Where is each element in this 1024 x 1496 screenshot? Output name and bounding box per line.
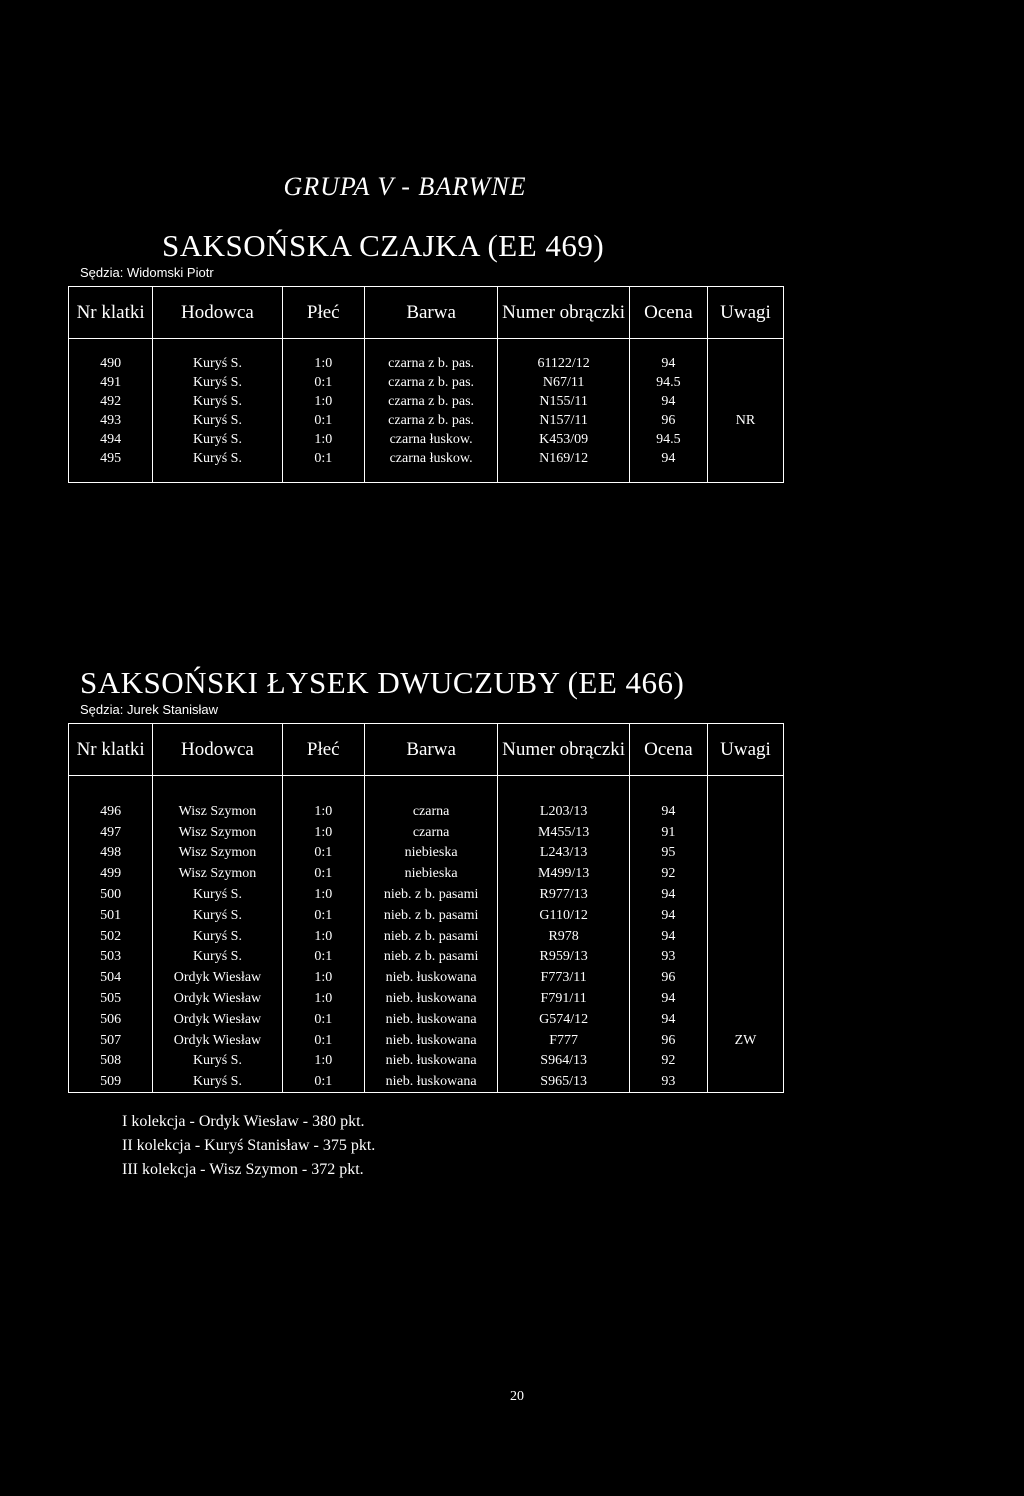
color-cell: nieb. łuskowana	[364, 1009, 498, 1030]
collection-result: III kolekcja - Wisz Szymon - 372 pkt.	[122, 1161, 364, 1178]
sex-cell: 1:0	[282, 1051, 364, 1072]
score-cell: 94	[629, 989, 707, 1010]
color-cell: nieb. z b. pasami	[364, 905, 498, 926]
breeder-cell: Wisz Szymon	[153, 802, 282, 823]
score-cell: 91	[629, 822, 707, 843]
color-cell: niebieska	[364, 843, 498, 864]
cage-number-cell: 497	[69, 822, 153, 843]
spacer-cell	[364, 339, 498, 355]
remarks-cell	[707, 885, 783, 906]
section-2-table	[68, 723, 784, 1093]
section-2-title: SAKSOŃSKI ŁYSEK DWUCZUBY (EE 466)	[80, 665, 685, 700]
remarks-cell	[707, 926, 783, 947]
ring-number-cell: F791/11	[498, 989, 629, 1010]
cage-number-cell: 490	[69, 355, 153, 374]
ring-number-cell: R978	[498, 926, 629, 947]
spacer-cell	[69, 776, 153, 802]
ring-number-cell: G110/12	[498, 905, 629, 926]
remarks-cell	[707, 822, 783, 843]
score-cell: 93	[629, 947, 707, 968]
section-1-title: SAKSOŃSKA CZAJKA (EE 469)	[162, 228, 605, 263]
score-cell: 94.5	[629, 431, 707, 450]
header-score: Ocena	[629, 724, 707, 776]
ring-number-cell: G574/12	[498, 1009, 629, 1030]
sex-cell: 0:1	[282, 947, 364, 968]
table-row	[69, 905, 784, 926]
sex-cell: 0:1	[282, 1072, 364, 1093]
spacer-cell	[153, 776, 282, 802]
color-cell: czarna łuskow.	[364, 431, 498, 450]
color-cell: czarna z b. pas.	[364, 374, 498, 393]
remarks-cell	[707, 393, 783, 412]
cage-number-cell: 498	[69, 843, 153, 864]
remarks-cell	[707, 905, 783, 926]
ring-number-cell: 61122/12	[498, 355, 629, 374]
spacer-cell	[498, 776, 629, 802]
header-score: Ocena	[629, 287, 707, 339]
header-remarks: Uwagi	[707, 724, 783, 776]
table-row	[69, 450, 784, 469]
sex-cell: 1:0	[282, 968, 364, 989]
ring-number-cell: N169/12	[498, 450, 629, 469]
collection-result: II kolekcja - Kuryś Stanisław - 375 pkt.	[122, 1137, 376, 1154]
breeder-cell: Kuryś S.	[153, 431, 282, 450]
table-row	[69, 822, 784, 843]
table-row	[69, 374, 784, 393]
score-cell: 94	[629, 905, 707, 926]
remarks-cell	[707, 843, 783, 864]
color-cell: nieb. łuskowana	[364, 989, 498, 1010]
score-cell: 96	[629, 412, 707, 431]
table-row	[69, 864, 784, 885]
cage-number-cell: 491	[69, 374, 153, 393]
sex-cell: 0:1	[282, 450, 364, 469]
spacer-cell	[498, 469, 629, 483]
ring-number-cell: M499/13	[498, 864, 629, 885]
score-cell: 92	[629, 1051, 707, 1072]
color-cell: niebieska	[364, 864, 498, 885]
sex-cell: 1:0	[282, 355, 364, 374]
cage-number-cell: 507	[69, 1030, 153, 1051]
header-color: Barwa	[364, 724, 498, 776]
color-cell: czarna łuskow.	[364, 450, 498, 469]
remarks-cell	[707, 450, 783, 469]
ring-number-cell: N67/11	[498, 374, 629, 393]
table-row	[69, 1051, 784, 1072]
breeder-cell: Wisz Szymon	[153, 864, 282, 885]
cage-number-cell: 493	[69, 412, 153, 431]
cage-number-cell: 495	[69, 450, 153, 469]
ring-number-cell: R959/13	[498, 947, 629, 968]
spacer-cell	[629, 339, 707, 355]
table-row	[69, 1009, 784, 1030]
breeder-cell: Kuryś S.	[153, 947, 282, 968]
header-color: Barwa	[364, 287, 498, 339]
cage-number-cell: 500	[69, 885, 153, 906]
remarks-cell	[707, 1051, 783, 1072]
cage-number-cell: 496	[69, 802, 153, 823]
sex-cell: 0:1	[282, 1009, 364, 1030]
section-1-table	[68, 286, 784, 483]
score-cell: 94.5	[629, 374, 707, 393]
spacer-cell	[364, 469, 498, 483]
table-row	[69, 802, 784, 823]
breeder-cell: Ordyk Wiesław	[153, 1030, 282, 1051]
breeder-cell: Kuryś S.	[153, 412, 282, 431]
cage-number-cell: 501	[69, 905, 153, 926]
page-number: 20	[510, 1389, 524, 1404]
header-sex: Płeć	[282, 287, 364, 339]
score-cell: 96	[629, 968, 707, 989]
spacer-cell	[364, 776, 498, 802]
ring-number-cell: M455/13	[498, 822, 629, 843]
ring-number-cell: K453/09	[498, 431, 629, 450]
cage-number-cell: 504	[69, 968, 153, 989]
header-sex: Płeć	[282, 724, 364, 776]
breeder-cell: Kuryś S.	[153, 926, 282, 947]
score-cell: 94	[629, 802, 707, 823]
header-breeder: Hodowca	[153, 287, 282, 339]
header-remarks: Uwagi	[707, 287, 783, 339]
cage-number-cell: 494	[69, 431, 153, 450]
color-cell: czarna z b. pas.	[364, 412, 498, 431]
spacer-cell	[153, 339, 282, 355]
color-cell: nieb. z b. pasami	[364, 926, 498, 947]
spacer-row	[69, 339, 784, 355]
color-cell: nieb. łuskowana	[364, 1072, 498, 1093]
table-row	[69, 412, 784, 431]
ring-number-cell: S964/13	[498, 1051, 629, 1072]
table-row	[69, 926, 784, 947]
ring-number-cell: S965/13	[498, 1072, 629, 1093]
table-row	[69, 1072, 784, 1093]
breeder-cell: Kuryś S.	[153, 1072, 282, 1093]
spacer-cell	[707, 469, 783, 483]
sex-cell: 0:1	[282, 1030, 364, 1051]
spacer-row	[69, 469, 784, 483]
spacer-cell	[629, 776, 707, 802]
ring-number-cell: L243/13	[498, 843, 629, 864]
breeder-cell: Kuryś S.	[153, 393, 282, 412]
breeder-cell: Kuryś S.	[153, 374, 282, 393]
table-row	[69, 355, 784, 374]
remarks-cell: NR	[707, 412, 783, 431]
color-cell: czarna z b. pas.	[364, 393, 498, 412]
breeder-cell: Kuryś S.	[153, 355, 282, 374]
remarks-cell	[707, 431, 783, 450]
breeder-cell: Kuryś S.	[153, 905, 282, 926]
sex-cell: 0:1	[282, 864, 364, 885]
sex-cell: 0:1	[282, 905, 364, 926]
cage-number-cell: 506	[69, 1009, 153, 1030]
score-cell: 94	[629, 355, 707, 374]
remarks-cell	[707, 1009, 783, 1030]
header-cage-number: Nr klatki	[69, 724, 153, 776]
sex-cell: 1:0	[282, 926, 364, 947]
spacer-cell	[707, 339, 783, 355]
breeder-cell: Ordyk Wiesław	[153, 1009, 282, 1030]
color-cell: czarna	[364, 802, 498, 823]
spacer-cell	[282, 776, 364, 802]
cage-number-cell: 508	[69, 1051, 153, 1072]
color-cell: czarna	[364, 822, 498, 843]
header-ring-number: Numer obrączki	[498, 287, 629, 339]
table-row	[69, 947, 784, 968]
cage-number-cell: 502	[69, 926, 153, 947]
table-row	[69, 989, 784, 1010]
ring-number-cell: L203/13	[498, 802, 629, 823]
group-title: GRUPA V - BARWNE	[283, 172, 527, 201]
remarks-cell	[707, 968, 783, 989]
sex-cell: 1:0	[282, 989, 364, 1010]
sex-cell: 0:1	[282, 374, 364, 393]
remarks-cell	[707, 1072, 783, 1093]
color-cell: nieb. łuskowana	[364, 1051, 498, 1072]
cage-number-cell: 499	[69, 864, 153, 885]
breeder-cell: Wisz Szymon	[153, 843, 282, 864]
score-cell: 93	[629, 1072, 707, 1093]
color-cell: nieb. łuskowana	[364, 968, 498, 989]
cage-number-cell: 509	[69, 1072, 153, 1093]
table-row	[69, 968, 784, 989]
spacer-cell	[69, 469, 153, 483]
header-ring-number: Numer obrączki	[498, 724, 629, 776]
ring-number-cell: N155/11	[498, 393, 629, 412]
table-row	[69, 843, 784, 864]
breeder-cell: Wisz Szymon	[153, 822, 282, 843]
cage-number-cell: 503	[69, 947, 153, 968]
spacer-row	[69, 776, 784, 802]
ring-number-cell: F777	[498, 1030, 629, 1051]
color-cell: nieb. z b. pasami	[364, 947, 498, 968]
spacer-cell	[69, 339, 153, 355]
score-cell: 94	[629, 1009, 707, 1030]
ring-number-cell: F773/11	[498, 968, 629, 989]
sex-cell: 1:0	[282, 393, 364, 412]
score-cell: 95	[629, 843, 707, 864]
sex-cell: 1:0	[282, 822, 364, 843]
color-cell: nieb. z b. pasami	[364, 885, 498, 906]
remarks-cell	[707, 374, 783, 393]
color-cell: nieb. łuskowana	[364, 1030, 498, 1051]
cage-number-cell: 492	[69, 393, 153, 412]
remarks-cell	[707, 989, 783, 1010]
breeder-cell: Ordyk Wiesław	[153, 968, 282, 989]
breeder-cell: Kuryś S.	[153, 450, 282, 469]
remarks-cell: ZW	[707, 1030, 783, 1051]
spacer-cell	[282, 339, 364, 355]
breeder-cell: Kuryś S.	[153, 1051, 282, 1072]
ring-number-cell: R977/13	[498, 885, 629, 906]
remarks-cell	[707, 947, 783, 968]
table-row	[69, 393, 784, 412]
ring-number-cell: N157/11	[498, 412, 629, 431]
spacer-cell	[707, 776, 783, 802]
header-breeder: Hodowca	[153, 724, 282, 776]
header-cage-number: Nr klatki	[69, 287, 153, 339]
collection-result: I kolekcja - Ordyk Wiesław - 380 pkt.	[122, 1113, 365, 1130]
table-row	[69, 1030, 784, 1051]
sex-cell: 1:0	[282, 802, 364, 823]
score-cell: 96	[629, 1030, 707, 1051]
section-2-judge: Sędzia: Jurek Stanisław	[80, 702, 219, 717]
breeder-cell: Ordyk Wiesław	[153, 989, 282, 1010]
sex-cell: 0:1	[282, 843, 364, 864]
cage-number-cell: 505	[69, 989, 153, 1010]
sex-cell: 0:1	[282, 412, 364, 431]
sex-cell: 1:0	[282, 431, 364, 450]
section-1-judge: Sędzia: Widomski Piotr	[80, 265, 214, 280]
score-cell: 94	[629, 885, 707, 906]
table-row	[69, 885, 784, 906]
score-cell: 94	[629, 926, 707, 947]
remarks-cell	[707, 802, 783, 823]
spacer-cell	[498, 339, 629, 355]
remarks-cell	[707, 864, 783, 885]
score-cell: 94	[629, 450, 707, 469]
sex-cell: 1:0	[282, 885, 364, 906]
color-cell: czarna z b. pas.	[364, 355, 498, 374]
breeder-cell: Kuryś S.	[153, 885, 282, 906]
spacer-cell	[153, 469, 282, 483]
spacer-cell	[282, 469, 364, 483]
score-cell: 94	[629, 393, 707, 412]
spacer-cell	[629, 469, 707, 483]
score-cell: 92	[629, 864, 707, 885]
remarks-cell	[707, 355, 783, 374]
table-row	[69, 431, 784, 450]
